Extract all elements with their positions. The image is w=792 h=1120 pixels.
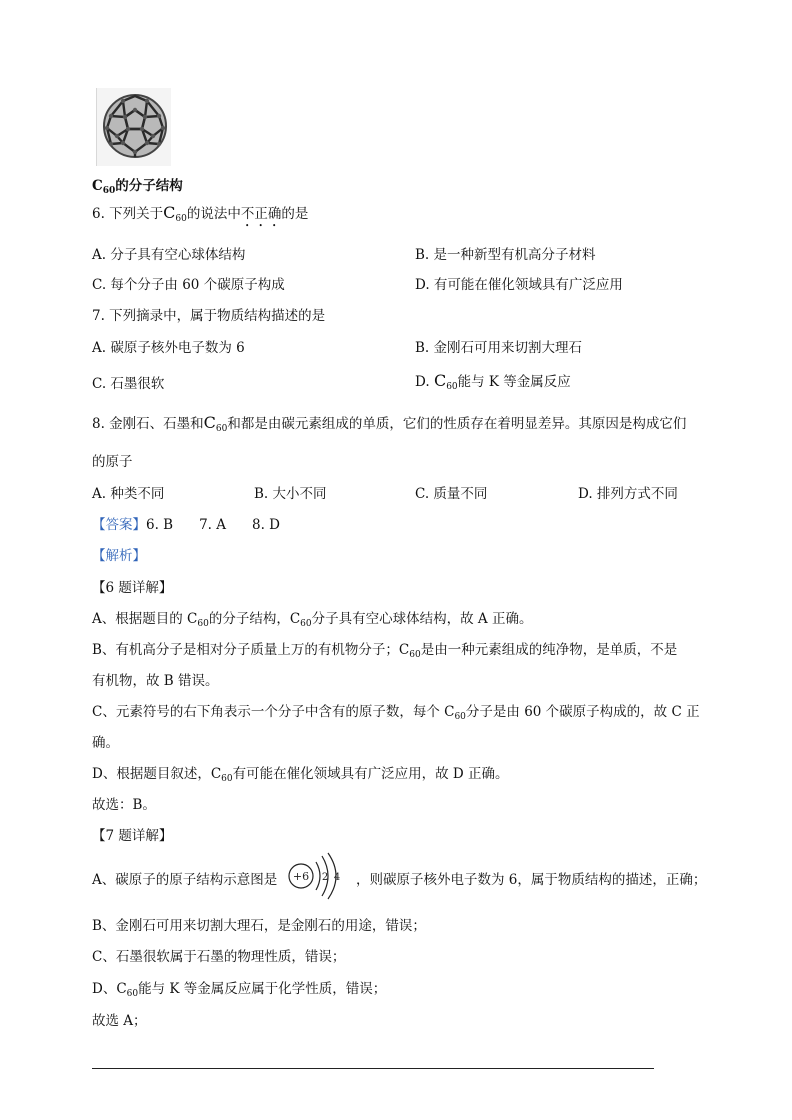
- detail6-d-part2: 有可能在催化领域具有广泛应用，故 D 正确。: [232, 766, 509, 782]
- q8-option-b: B. 大小不同: [254, 486, 327, 502]
- detail6-c-sub: 60: [454, 712, 466, 722]
- q6-option-c: C. 每个分子由 60 个碳原子构成: [92, 277, 285, 293]
- atom-shell1-label: 2: [321, 872, 329, 883]
- detail6-a-sub2: 60: [300, 619, 312, 629]
- detail6-line-c2: 确。: [92, 735, 119, 751]
- q8-option-c: C. 质量不同: [415, 486, 488, 502]
- caption-text: 的分子结构: [115, 178, 183, 194]
- detail6-line-b2: 有机物，故 B 错误。: [92, 673, 219, 689]
- q6-symbol: C: [163, 203, 176, 222]
- q8-symbol: C: [203, 413, 216, 432]
- q6-option-d: D. 有可能在催化领域具有广泛应用: [415, 277, 623, 293]
- c60-molecule-image: [96, 88, 171, 166]
- q7-option-d-subscript: 60: [446, 382, 458, 392]
- detail6-line-c: [92, 700, 700, 720]
- q6-stem-mid: 的说法中: [186, 206, 241, 222]
- detail7-line-a1: A、碳原子的原子结构示意图是: [92, 872, 278, 888]
- q6-stem-prefix: 6. 下列关于: [92, 206, 164, 222]
- q7-option-d: [415, 370, 571, 390]
- detail6-line-b: [92, 638, 677, 658]
- q8-option-a: A. 种类不同: [92, 486, 165, 502]
- atom-shell2-label: 4: [333, 872, 341, 883]
- detail6-b-part1: B、有机高分子是相对分子质量上万的有机物分子；C: [92, 642, 410, 658]
- detail7-d-sub: 60: [126, 989, 139, 999]
- detail6-heading: 【6 题详解】: [92, 580, 173, 596]
- caption-symbol: C: [92, 178, 103, 194]
- detail7-line-c: C、石墨很软属于石墨的物理性质，错误；: [92, 949, 346, 965]
- q7-option-a: A. 碳原子核外电子数为 6: [92, 340, 245, 356]
- detail6-line-a: [92, 607, 532, 627]
- detail7-d-part2: 能与 K 等金属反应属于化学性质，错误；: [138, 981, 387, 997]
- atom-diagram-svg: [286, 850, 352, 900]
- q6-stem: [92, 202, 308, 230]
- detail6-c-part2: 分子是由 60 个碳原子构成的，故 C 正: [465, 704, 700, 720]
- q7-option-d-text: 能与 K 等金属反应: [457, 374, 571, 390]
- q8-subscript: 60: [215, 424, 228, 434]
- q8-stem-rest: 和都是由碳元素组成的单质，它们的性质存在着明显差异。其原因是构成它们: [227, 416, 687, 432]
- answer-line: [92, 513, 280, 533]
- answer-label: 【答案】: [92, 517, 146, 533]
- detail7-heading: 【7 题详解】: [92, 828, 173, 844]
- q7-stem: 7. 下列摘录中，属于物质结构描述的是: [92, 308, 326, 324]
- c60-molecule-drawing: [97, 88, 171, 166]
- answer-6: 6. B: [146, 517, 174, 533]
- detail6-a-part3: 分子具有空心球体结构，故 A 正确。: [311, 611, 533, 627]
- detail6-line-d: [92, 762, 509, 782]
- q6-stem-emphasis: 不正确: [240, 206, 282, 222]
- detail6-b-sub: 60: [409, 650, 421, 660]
- caption-subscript: 60: [102, 186, 116, 196]
- q7-option-c: C. 石墨很软: [92, 376, 165, 392]
- answer-8: 8. D: [252, 517, 281, 533]
- q7-option-d-symbol: C: [433, 371, 447, 390]
- detail6-b-part2: 是由一种元素组成的纯净物，是单质，不是: [420, 642, 678, 658]
- detail7-d-part1: D、C: [92, 981, 127, 997]
- q8-stem: [92, 412, 686, 432]
- detail6-c-part1: C、元素符号的右下角表示一个分子中含有的原子数，每个 C: [92, 704, 455, 720]
- q7-option-d-prefix: D.: [415, 374, 434, 390]
- analysis-label: 【解析】: [92, 548, 146, 564]
- detail7-line-b: B、金刚石可用来切割大理石，是金刚石的用途，错误；: [92, 918, 426, 934]
- detail6-d-part1: D、根据题目叙述，C: [92, 766, 222, 782]
- figure-caption: [92, 174, 183, 194]
- q8-option-d: D. 排列方式不同: [578, 486, 678, 502]
- atom-nucleus-label: +6: [292, 870, 310, 883]
- detail6-d-sub: 60: [221, 774, 233, 784]
- q8-stem-line2: 的原子: [92, 454, 133, 470]
- detail7-conclusion: 故选 A；: [92, 1013, 147, 1029]
- answer-7: 7. A: [199, 517, 227, 533]
- detail7-line-d: [92, 977, 386, 997]
- carbon-atom-structure-diagram: [286, 850, 352, 900]
- detail6-conclusion: 故选：B。: [92, 797, 156, 813]
- q6-option-b: B. 是一种新型有机高分子材料: [415, 247, 596, 263]
- detail6-a-part1: A、根据题目的 C: [92, 611, 198, 627]
- q6-option-a: A. 分子具有空心球体结构: [92, 247, 246, 263]
- detail6-a-part2: 的分子结构，C: [208, 611, 301, 627]
- detail6-a-sub1: 60: [197, 619, 209, 629]
- footer-divider: [92, 1068, 654, 1069]
- q7-option-b: B. 金刚石可用来切割大理石: [415, 340, 583, 356]
- q6-subscript: 60: [175, 214, 187, 224]
- detail7-line-a2: ，则碳原子核外电子数为 6，属于物质结构的描述，正确；: [356, 872, 707, 888]
- q6-stem-end: 的是: [281, 206, 309, 222]
- q8-stem-prefix: 8. 金刚石、石墨和: [92, 416, 204, 432]
